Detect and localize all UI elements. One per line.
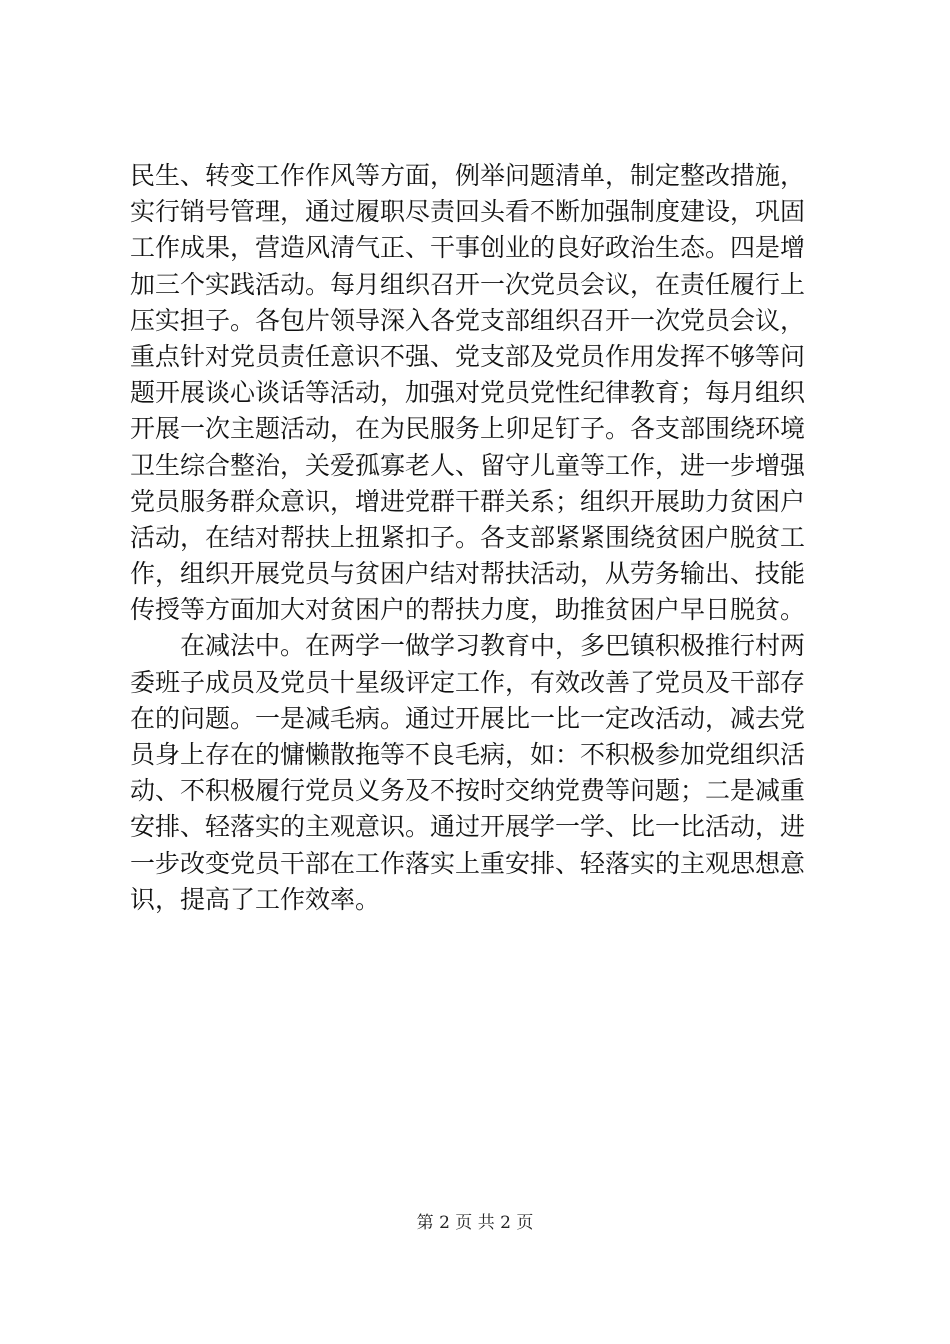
text-line: 题开展谈心谈话等活动，加强对党员党性纪律教育；每月组织 — [130, 378, 806, 408]
text-line: 在的问题。一是减毛病。通过开展比一比一定改活动，减去党 — [130, 703, 806, 733]
text-line: 实行销号管理，通过履职尽责回头看不断加强制度建设，巩固 — [130, 197, 806, 227]
text-line: 活动，在结对帮扶上扭紧扣子。各支部紧紧围绕贫困户脱贫工 — [130, 522, 806, 552]
text-line: 安排、轻落实的主观意识。通过开展学一学、比一比活动，进 — [130, 812, 806, 842]
body-text — [130, 158, 830, 918]
text-line: 重点针对党员责任意识不强、党支部及党员作用发挥不够等问 — [130, 341, 806, 371]
page-number-footer: 第 2 页 共 2 页 — [416, 1213, 534, 1233]
text-line: 加三个实践活动。每月组织召开一次党员会议，在责任履行上 — [130, 269, 806, 299]
text-line: 传授等方面加大对贫困户的帮扶力度，助推贫困户早日脱贫。 — [130, 595, 806, 625]
text-line: 民生、转变工作作风等方面，例举问题清单，制定整改措施， — [130, 161, 806, 190]
text-line: 党员服务群众意识，增进党群干群关系；组织开展助力贫困户 — [130, 486, 806, 516]
text-line: 一步改变党员干部在工作落实上重安排、轻落实的主观思想意 — [130, 848, 806, 878]
text-line: 动、不积极履行党员义务及不按时交纳党费等问题；二是减重 — [130, 776, 806, 806]
text-line: 识，提高了工作效率。 — [130, 884, 381, 914]
text-line: 员身上存在的慵懒散拖等不良毛病，如：不积极参加党组织活 — [130, 740, 806, 769]
paragraph-start-line: 在减法中。在两学一做学习教育中，多巴镇积极推行村两 — [130, 631, 806, 661]
text-line: 压实担子。各包片领导深入各党支部组织召开一次党员会议， — [130, 305, 806, 335]
text-line: 作，组织开展党员与贫困户结对帮扶活动，从劳务输出、技能 — [130, 559, 806, 589]
text-line: 开展一次主题活动，在为民服务上卯足钉子。各支部围绕环境 — [130, 414, 806, 444]
text-line: 卫生综合整治，关爱孤寡老人、留守儿童等工作，进一步增强 — [130, 450, 806, 480]
text-line: 工作成果，营造风清气正、干事创业的良好政治生态。四是增 — [130, 233, 806, 263]
text-line: 委班子成员及党员十星级评定工作，有效改善了党员及干部存 — [130, 667, 806, 697]
